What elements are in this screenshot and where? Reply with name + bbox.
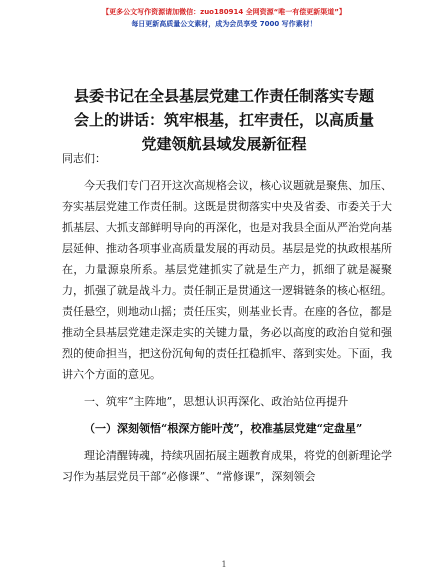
banner-line-2: 每日更新高质量公文素材，成为会员享受 7000 写作素材！ (131, 20, 317, 28)
page-number: 1 (221, 560, 227, 569)
opening-paragraph: 今天我们专门召开这次高规格会议，核心议题就是聚焦、加压、夯实基层党建工作责任制。这既是贯彻落实中央及省委、市委关于大抓基层、大抓支部鲜明导向的再深化，也是对我县全面从严治党向基层延伸、推动各项事业高质量发展的再动员。基层是党的执政根基所在，力量源泉所系。基层党建抓实了就是生产力，抓细了就是凝聚力，抓强了就是战斗力。责任制正是贯通这一逻辑链条的核心枢纽。责任悬空，则地动山摇；责任压实，则基业长青。在座的各位，都是推动全县基层党建走深走实的关键力量，务必以高度的政治自觉和强烈的使命担当，把这份沉甸甸的责任扛稳抓牢、落到实处。下面，我讲六个方面的意见。 (62, 179, 392, 381)
section-heading-1: 一、筑牢“主阵地”，思想认识再深化、政治站位再提升 (84, 395, 349, 408)
title-line-1: 县委书记在全县基层党建工作责任制落实专题 (73, 87, 374, 105)
document-body (62, 148, 392, 487)
body-paragraph-2: 理论清醒铸魂，持续巩固拓展主题教育成果，将党的创新理论学习作为基层党员干部“必修课”、“常修课”，深刻领会 (62, 449, 392, 483)
subsection-heading-text: （一）深刻领悟“根深方能叶茂”，校准基层党建“定盘星” (84, 422, 363, 435)
document-title (52, 84, 396, 156)
promo-banner (0, 6, 448, 30)
subsection-heading-1 (62, 418, 392, 439)
banner-line-1: 【更多公文写作资源请加微信：zuo180914 全网资源“唯一有偿更新渠道”】 (102, 8, 346, 16)
salutation: 同志们： (62, 152, 106, 165)
title-line-3: 党建领航县域发展新征程 (141, 135, 307, 153)
title-line-2: 会上的讲话：筑牢根基，扛牢责任，以高质量 (73, 111, 374, 129)
